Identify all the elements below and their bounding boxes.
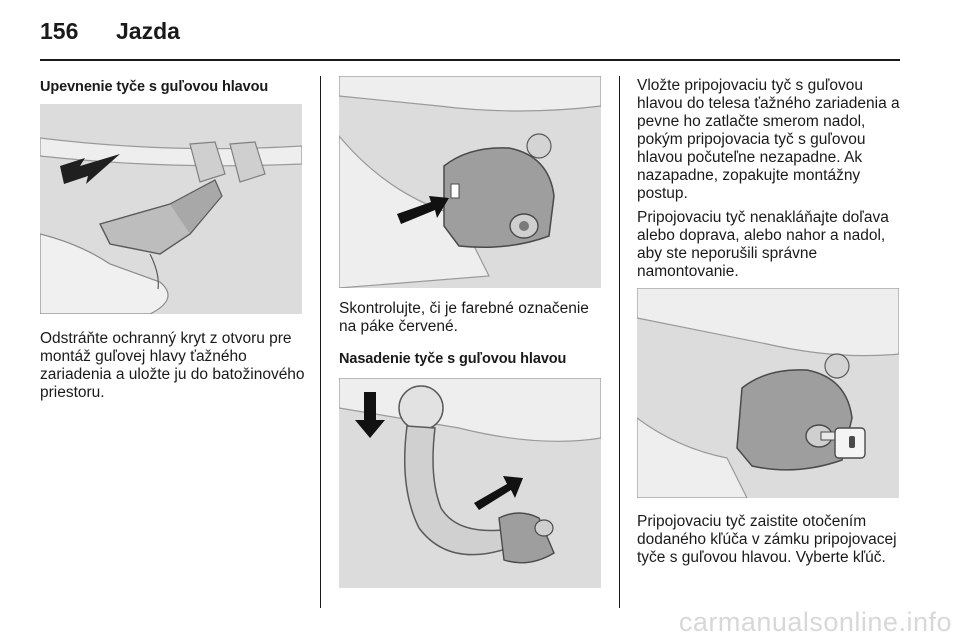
page-number: 156: [40, 18, 79, 44]
column-divider-2: [619, 76, 620, 608]
figure-lever-check: [339, 76, 601, 288]
chapter-title: Jazda: [116, 18, 180, 44]
paragraph-lever-check: Skontrolujte, či je farebné označenie na páke červené.: [339, 300, 589, 335]
paragraph-lock-key: Pripojovaciu tyč zaistite otočením dodaného kľúča v zámku pripojovacej tyče s guľovou hlavou. Vyberte kľúč.: [637, 513, 897, 566]
subheading-insert: Nasadenie tyče s guľovou hlavou: [339, 351, 567, 367]
page-header: [40, 14, 900, 54]
watermark: carmanualsonline.info: [678, 607, 952, 637]
figure-insert-ball-bar: [339, 378, 601, 588]
paragraph-remove-cover: Odstráňte ochranný kryt z otvoru pre montáž guľovej hlavy ťažného zariadenia a uložte ju do batožinového priestoru.: [40, 330, 305, 401]
figure-remove-cover: [40, 104, 302, 314]
header-rule: [40, 59, 900, 61]
paragraph-insert-1: Vložte pripojovaciu tyč s guľovou hlavou do telesa ťažného zariadenia a pevne ho zatlačte smerom nadol, pokým pripojovacia tyč s guľovou hlavou počuteľne nezapadne. Ak nazapadne, zopakujte montážny postup.: [637, 77, 900, 202]
figure-lock-key: [637, 288, 899, 498]
column-divider-1: [320, 76, 321, 608]
paragraph-insert-2: Pripojovaciu tyč nenakláňajte doľava alebo doprava, alebo nahor a nadol, aby ste neporušili správne namontovanie.: [637, 209, 889, 280]
subheading-mounting: Upevnenie tyče s guľovou hlavou: [40, 79, 269, 95]
